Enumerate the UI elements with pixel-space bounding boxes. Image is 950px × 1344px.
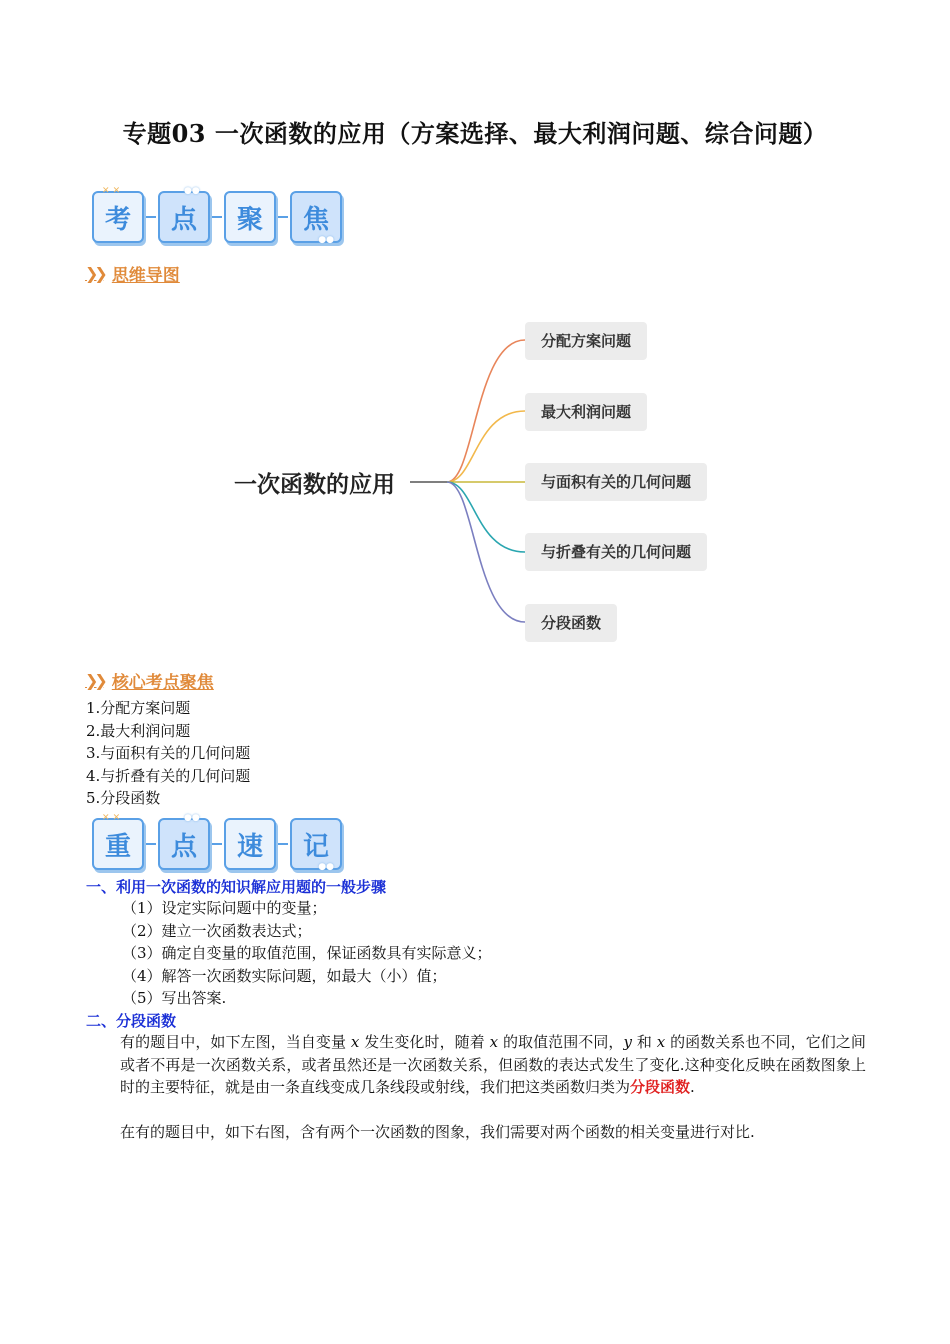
mindmap-node: 最大利润问题: [525, 393, 647, 431]
list-item: 4.与折叠有关的几何问题: [86, 766, 251, 785]
section-mindmap-heading: ❯❯ 思维导图: [85, 264, 180, 286]
mindmap-connectors: [405, 320, 535, 640]
badge-char: ●● 焦: [290, 191, 342, 243]
badge-row-kaodianjujiao: [92, 186, 342, 245]
branch-line: [447, 482, 525, 622]
badge-char: 聚: [224, 191, 276, 243]
double-chevron-icon: ❯❯: [85, 264, 104, 283]
badge-row-zhongdiansuji: [92, 813, 342, 872]
list-item: （3）确定自变量的取值范围，保证函数具有实际意义；: [122, 944, 492, 962]
page-title: 专题03 一次函数的应用（方案选择、最大利润问题、综合问题）: [122, 119, 828, 148]
badge-char: 速: [224, 818, 276, 870]
badge-char: ✕ ✕ 考: [92, 191, 144, 243]
list-item: 3.与面积有关的几何问题: [86, 744, 251, 762]
mindmap-node: 分段函数: [525, 604, 617, 642]
branch-line: [447, 340, 525, 482]
badge-char: ✕ ✕ 重: [92, 818, 144, 870]
badge-char: ●● 点: [158, 818, 210, 870]
part2-heading: 二、分段函数: [86, 1012, 177, 1030]
mindmap-node: 与面积有关的几何问题: [525, 463, 707, 501]
list-item: （2）建立一次函数表达式；: [122, 921, 312, 940]
list-item: 2.最大利润问题: [86, 721, 191, 740]
core-list: [86, 697, 250, 810]
list-item: （4）解答一次函数实际问题，如最大（小）值；: [122, 966, 447, 985]
list-item: （5）写出答案.: [122, 989, 227, 1007]
mindmap-node: 分配方案问题: [525, 322, 647, 360]
part2-paragraph-2: 在有的题目中，如下右图，含有两个一次函数的图象，我们需要对两个函数的相关变量进行对比.: [120, 1123, 755, 1141]
badge-char: ●● 点: [158, 191, 210, 243]
list-item: 5.分段函数: [86, 789, 161, 807]
steps-list: [122, 897, 492, 1010]
mindmap-root: 一次函数的应用: [234, 472, 395, 498]
list-item: 1.分配方案问题: [86, 699, 191, 717]
list-item: （1）设定实际问题中的变量；: [122, 899, 327, 917]
mindmap-node: 与折叠有关的几何问题: [525, 533, 707, 571]
section-core-heading: ❯❯ 核心考点聚焦: [85, 671, 214, 693]
double-chevron-icon: ❯❯: [85, 671, 104, 690]
part1-heading: 一、利用一次函数的知识解应用题的一般步骤: [86, 878, 387, 896]
badge-char: ●● 记: [290, 818, 342, 870]
part2-paragraph-1: 有的题目中，如下左图，当自变量 x 发生变化时，随着 x 的取值范围不同，y 和 x 的函数关系也不同，它们之间或者不再是一次函数关系，或者虽然还是一次函数关系，但函数的表达式发生了变化.这种变化反映在函数图象上时的主要特征，就是由一条直线变成几条线段或射线，我们把这类函数归类为分段函数.: [120, 1033, 866, 1096]
